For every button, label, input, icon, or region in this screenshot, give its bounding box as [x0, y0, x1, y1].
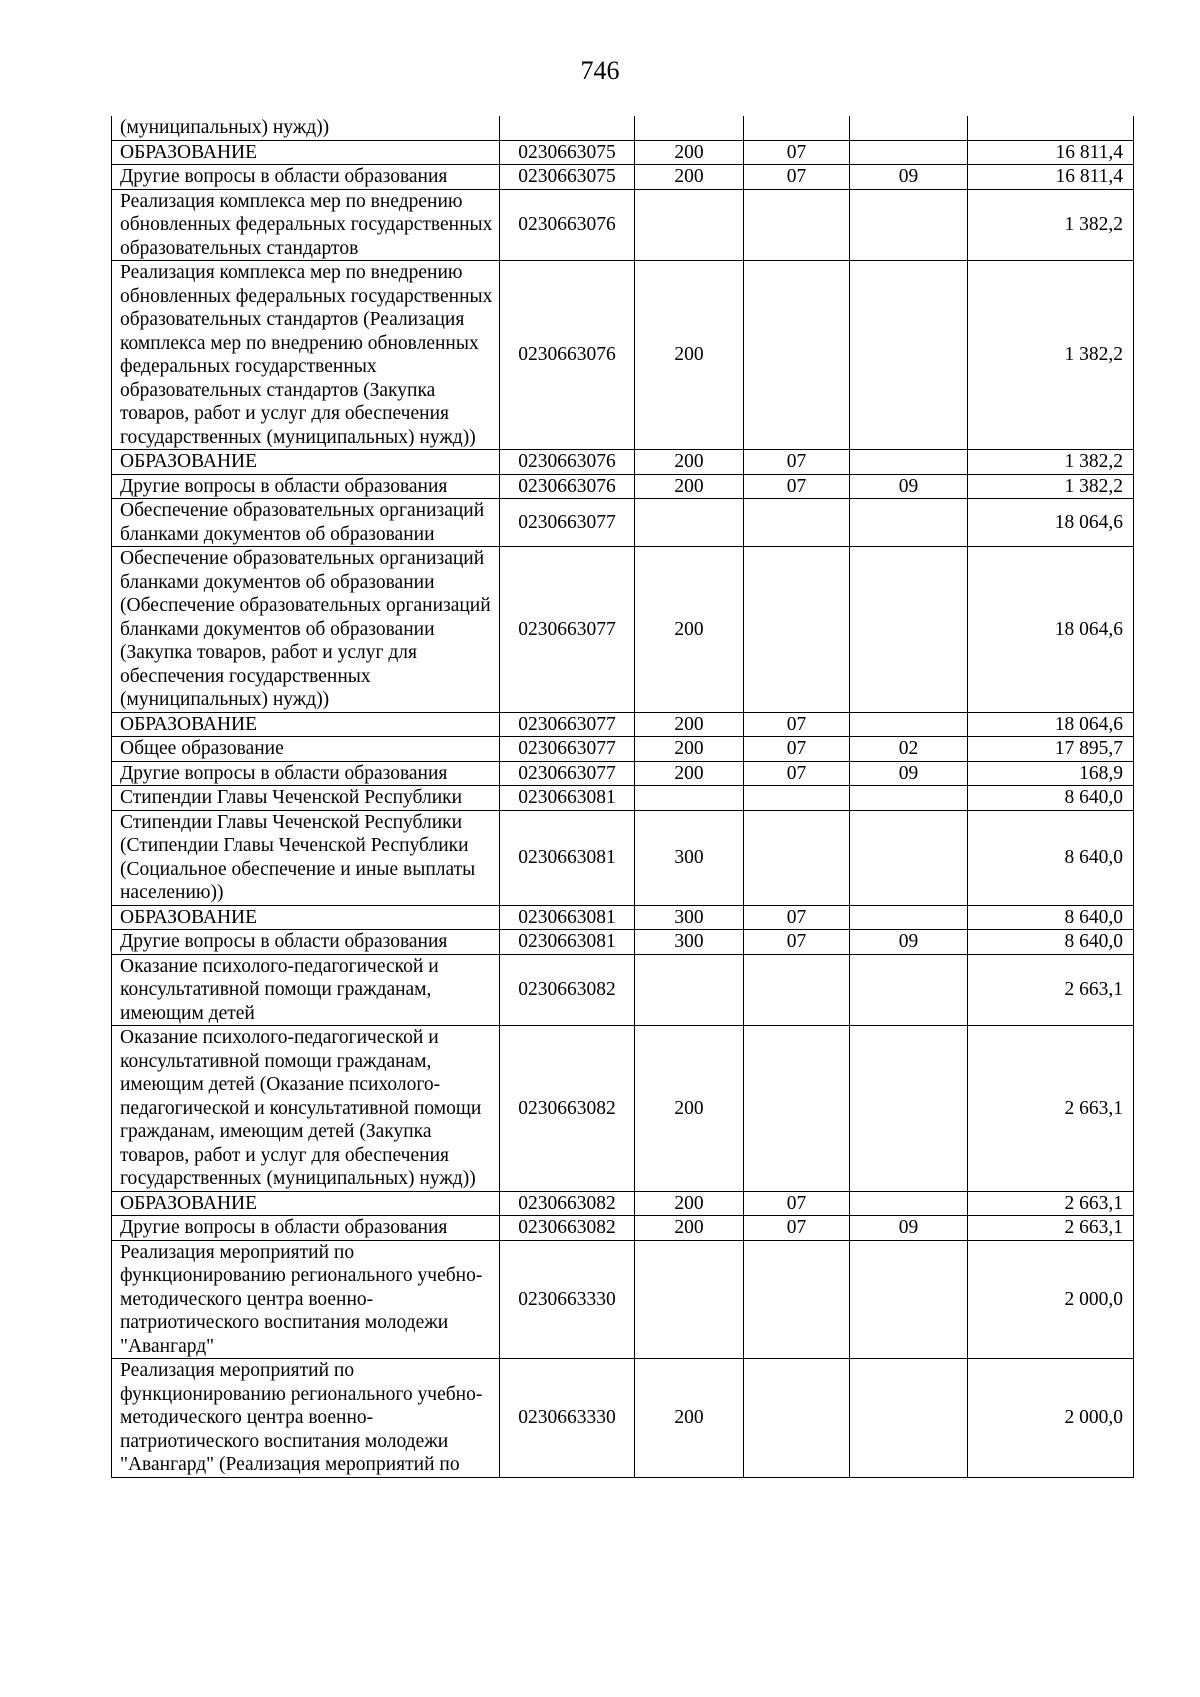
amount: 2 663,1	[968, 1026, 1134, 1192]
target-code: 0230663081	[500, 930, 635, 955]
row-name: ОБРАЗОВАНИЕ	[112, 1191, 500, 1216]
table-row	[112, 165, 1134, 190]
row-name: Другие вопросы в области образования	[112, 1216, 500, 1241]
expense-type: 200	[635, 474, 744, 499]
subsection-code	[850, 786, 968, 811]
section-code	[744, 1359, 850, 1478]
amount: 8 640,0	[968, 905, 1134, 930]
section-code: 07	[744, 165, 850, 190]
row-name: Оказание психолого-педагогической и консультативной помощи гражданам, имеющим детей	[112, 954, 500, 1026]
expense-type: 200	[635, 737, 744, 762]
subsection-code	[850, 547, 968, 713]
amount: 8 640,0	[968, 786, 1134, 811]
section-code: 07	[744, 450, 850, 475]
row-name: Реализация комплекса мер по внедрению обновленных федеральных государственных образовательных стандартов (Реализация комплекса мер по внедрению обновленных федеральных государственных образовательных стандартов (Закупка товаров, работ и услуг для обеспечения государственных (муниципальных) нужд))	[112, 261, 500, 450]
amount: 16 811,4	[968, 165, 1134, 190]
target-code: 0230663082	[500, 1191, 635, 1216]
section-code: 07	[744, 905, 850, 930]
table-row	[112, 810, 1134, 905]
expense-type: 200	[635, 1191, 744, 1216]
expense-type: 300	[635, 810, 744, 905]
row-name: Другие вопросы в области образования	[112, 474, 500, 499]
table-row	[112, 450, 1134, 475]
amount: 16 811,4	[968, 140, 1134, 165]
subsection-code: 09	[850, 165, 968, 190]
section-code: 07	[744, 474, 850, 499]
amount: 18 064,6	[968, 547, 1134, 713]
expense-type: 300	[635, 930, 744, 955]
subsection-code	[850, 1191, 968, 1216]
section-code	[744, 189, 850, 261]
expense-type	[635, 116, 744, 140]
amount: 1 382,2	[968, 189, 1134, 261]
table-row	[112, 761, 1134, 786]
target-code: 0230663077	[500, 712, 635, 737]
section-code: 07	[744, 930, 850, 955]
target-code: 0230663330	[500, 1359, 635, 1478]
row-name: ОБРАЗОВАНИЕ	[112, 140, 500, 165]
target-code: 0230663077	[500, 761, 635, 786]
section-code	[744, 116, 850, 140]
amount: 1 382,2	[968, 474, 1134, 499]
row-name: ОБРАЗОВАНИЕ	[112, 450, 500, 475]
row-name: Другие вопросы в области образования	[112, 165, 500, 190]
section-code: 07	[744, 761, 850, 786]
row-name: Обеспечение образовательных организаций бланками документов об образовании	[112, 499, 500, 547]
expense-type: 200	[635, 140, 744, 165]
row-name: Обеспечение образовательных организаций бланками документов об образовании (Обеспечение образовательных организаций бланками документов об образовании (Закупка товаров, работ и услуг для обеспечения государственных (муниципальных) нужд))	[112, 547, 500, 713]
row-name: Реализация мероприятий по функционированию регионального учебно-методического центра военно-патриотического воспитания молодежи "Авангард"	[112, 1240, 500, 1359]
amount: 8 640,0	[968, 930, 1134, 955]
target-code: 0230663081	[500, 786, 635, 811]
expense-type	[635, 189, 744, 261]
target-code: 0230663077	[500, 547, 635, 713]
table-row	[112, 547, 1134, 713]
table-row	[112, 1240, 1134, 1359]
subsection-code	[850, 1359, 968, 1478]
subsection-code	[850, 140, 968, 165]
section-code	[744, 547, 850, 713]
amount: 17 895,7	[968, 737, 1134, 762]
row-name: Стипендии Главы Чеченской Республики	[112, 786, 500, 811]
table-row	[112, 905, 1134, 930]
amount	[968, 116, 1134, 140]
table-row	[112, 737, 1134, 762]
target-code: 0230663081	[500, 905, 635, 930]
section-code	[744, 1240, 850, 1359]
target-code: 0230663075	[500, 165, 635, 190]
target-code: 0230663082	[500, 954, 635, 1026]
table-row	[112, 474, 1134, 499]
expense-type: 300	[635, 905, 744, 930]
budget-table	[111, 116, 1134, 1478]
table-row	[112, 712, 1134, 737]
amount: 18 064,6	[968, 499, 1134, 547]
expense-type: 200	[635, 261, 744, 450]
section-code	[744, 499, 850, 547]
subsection-code: 09	[850, 474, 968, 499]
row-name: Другие вопросы в области образования	[112, 761, 500, 786]
subsection-code: 02	[850, 737, 968, 762]
section-code: 07	[744, 140, 850, 165]
target-code: 0230663077	[500, 737, 635, 762]
expense-type: 200	[635, 1026, 744, 1192]
expense-type: 200	[635, 165, 744, 190]
amount: 2 663,1	[968, 1216, 1134, 1241]
expense-type: 200	[635, 1359, 744, 1478]
target-code: 0230663076	[500, 189, 635, 261]
subsection-code: 09	[850, 1216, 968, 1241]
expense-type: 200	[635, 761, 744, 786]
subsection-code	[850, 954, 968, 1026]
subsection-code	[850, 1240, 968, 1359]
row-name: (муниципальных) нужд))	[112, 116, 500, 140]
subsection-code	[850, 116, 968, 140]
table-row	[112, 189, 1134, 261]
target-code: 0230663081	[500, 810, 635, 905]
section-code	[744, 954, 850, 1026]
row-name: Реализация мероприятий по функционированию регионального учебно-методического центра военно-патриотического воспитания молодежи "Авангард" (Реализация мероприятий по	[112, 1359, 500, 1478]
section-code: 07	[744, 1191, 850, 1216]
subsection-code: 09	[850, 761, 968, 786]
target-code: 0230663076	[500, 450, 635, 475]
target-code: 0230663076	[500, 261, 635, 450]
page-number: 746	[580, 56, 620, 85]
amount: 1 382,2	[968, 450, 1134, 475]
section-code: 07	[744, 712, 850, 737]
amount: 2 000,0	[968, 1240, 1134, 1359]
amount: 2 000,0	[968, 1359, 1134, 1478]
subsection-code	[850, 261, 968, 450]
table-row	[112, 1026, 1134, 1192]
subsection-code	[850, 499, 968, 547]
expense-type: 200	[635, 547, 744, 713]
target-code: 0230663330	[500, 1240, 635, 1359]
section-code	[744, 261, 850, 450]
section-code: 07	[744, 1216, 850, 1241]
target-code	[500, 116, 635, 140]
amount: 1 382,2	[968, 261, 1134, 450]
amount: 18 064,6	[968, 712, 1134, 737]
target-code: 0230663076	[500, 474, 635, 499]
subsection-code	[850, 810, 968, 905]
amount: 168,9	[968, 761, 1134, 786]
section-code	[744, 786, 850, 811]
section-code: 07	[744, 737, 850, 762]
row-name: ОБРАЗОВАНИЕ	[112, 712, 500, 737]
subsection-code	[850, 450, 968, 475]
table-row	[112, 930, 1134, 955]
row-name: Оказание психолого-педагогической и консультативной помощи гражданам, имеющим детей (Оказание психолого-педагогической и консультативной помощи гражданам, имеющим детей (Закупка товаров, работ и услуг для обеспечения государственных (муниципальных) нужд))	[112, 1026, 500, 1192]
target-code: 0230663075	[500, 140, 635, 165]
table-row	[112, 1191, 1134, 1216]
expense-type	[635, 954, 744, 1026]
amount: 2 663,1	[968, 1191, 1134, 1216]
table-row	[112, 140, 1134, 165]
target-code: 0230663082	[500, 1026, 635, 1192]
row-name: Реализация комплекса мер по внедрению обновленных федеральных государственных образовательных стандартов	[112, 189, 500, 261]
row-name: Стипендии Главы Чеченской Республики (Стипендии Главы Чеченской Республики (Социальное обеспечение и иные выплаты населению))	[112, 810, 500, 905]
expense-type	[635, 499, 744, 547]
section-code	[744, 810, 850, 905]
row-name: Общее образование	[112, 737, 500, 762]
target-code: 0230663077	[500, 499, 635, 547]
subsection-code: 09	[850, 930, 968, 955]
amount: 2 663,1	[968, 954, 1134, 1026]
target-code: 0230663082	[500, 1216, 635, 1241]
subsection-code	[850, 712, 968, 737]
table-row	[112, 499, 1134, 547]
table-row	[112, 1359, 1134, 1478]
subsection-code	[850, 905, 968, 930]
table-body	[112, 116, 1134, 1477]
expense-type: 200	[635, 712, 744, 737]
expense-type	[635, 786, 744, 811]
table-row	[112, 954, 1134, 1026]
subsection-code	[850, 1026, 968, 1192]
expense-type: 200	[635, 450, 744, 475]
row-name: ОБРАЗОВАНИЕ	[112, 905, 500, 930]
expense-type: 200	[635, 1216, 744, 1241]
table-row	[112, 261, 1134, 450]
expense-type	[635, 1240, 744, 1359]
section-code	[744, 1026, 850, 1192]
row-name: Другие вопросы в области образования	[112, 930, 500, 955]
table-row	[112, 1216, 1134, 1241]
amount: 8 640,0	[968, 810, 1134, 905]
table-row	[112, 116, 1134, 140]
table-row	[112, 786, 1134, 811]
subsection-code	[850, 189, 968, 261]
